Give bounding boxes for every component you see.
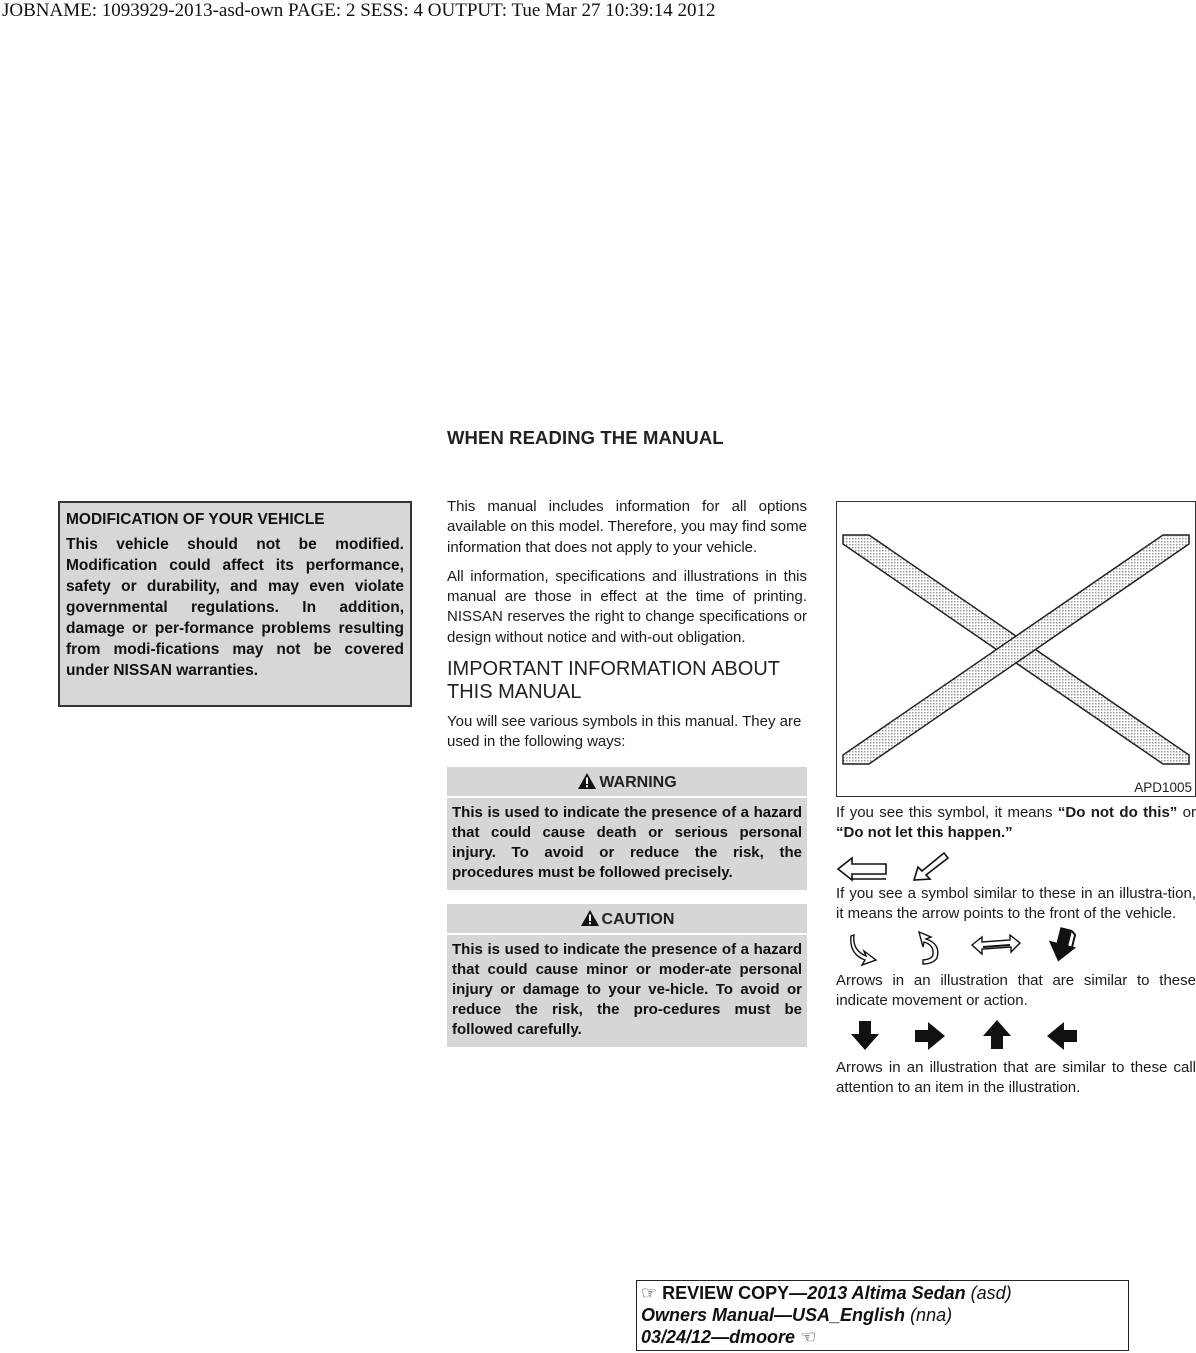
- modification-title: MODIFICATION OF YOUR VEHICLE: [66, 511, 325, 528]
- job-header: JOBNAME: 1093929-2013-asd-own PAGE: 2 SESS: 4 OUTPUT: Tue Mar 27 10:39:14 2012: [2, 0, 716, 21]
- attention-arrow-left-icon: [1046, 1021, 1078, 1051]
- warning-header: [447, 767, 807, 798]
- do-not-or: or: [1177, 804, 1196, 821]
- section-title: WHEN READING THE MANUAL: [447, 427, 724, 448]
- curved-arrow-down-icon: [850, 932, 880, 968]
- attention-arrow-icons: [836, 1012, 1196, 1058]
- pointing-hand-left-icon: ☜: [800, 1327, 817, 1347]
- warning-label: WARNING: [599, 773, 677, 791]
- warning-box: [447, 767, 807, 890]
- review-line-3: [641, 1326, 1124, 1348]
- caution-text: This is used to indicate the presence of a hazard that could cause minor or moder-ate personal injury or damage to your ve-hicle. To avoid or reduce the risk, the pro-cedures must be followed carefully.: [452, 940, 802, 1038]
- intro-paragraph-3: You will see various symbols in this manual. They are used in the following ways:: [447, 713, 802, 751]
- front-arrow-icons: [836, 844, 1196, 884]
- middle-column: [447, 497, 807, 1047]
- front-arrow-description: If you see a symbol similar to these in an illustra-tion, it means the arrow points to the front of the vehicle.: [836, 884, 1196, 922]
- curved-arrow-return-icon: [913, 930, 943, 966]
- attention-arrow-up-icon: [982, 1019, 1012, 1051]
- caution-triangle-icon: [580, 909, 600, 927]
- do-not-symbol-figure: [836, 501, 1196, 797]
- do-not-description: [836, 803, 1196, 844]
- warning-triangle-icon: [577, 772, 597, 790]
- warning-text: This is used to indicate the presence of a hazard that could cause death or serious personal injury. To avoid or reduce the risk, the procedures must be followed precisely.: [452, 803, 802, 881]
- figure-label: APD1005: [1134, 780, 1192, 795]
- caution-box: [447, 904, 807, 1047]
- intro-paragraph-1: This manual includes information for all options available on this model. Therefore, you may find some information that does not apply to your vehicle.: [447, 498, 807, 556]
- review-date-author: 03/24/12—dmoore: [641, 1327, 796, 1347]
- attention-arrow-description: Arrows in an illustration that are similar to these call attention to an item in the illustration.: [836, 1058, 1196, 1097]
- do-not-phrase-1: “Do not do this”: [1057, 804, 1178, 821]
- attention-arrow-down-icon: [850, 1020, 880, 1052]
- front-arrow-diagonal-icon: [911, 850, 951, 884]
- review-model-code: (asd): [965, 1283, 1012, 1303]
- review-model: 2013 Altima Sedan: [807, 1283, 966, 1303]
- do-not-phrase-2: “Do not let this happen.”: [836, 824, 1013, 842]
- review-copy-label: REVIEW COPY—: [662, 1283, 808, 1303]
- modification-box: [58, 501, 412, 707]
- double-arrow-icon: [970, 934, 1022, 956]
- right-column: [836, 803, 1196, 1098]
- prohibition-x-symbol: [837, 502, 1195, 796]
- pointing-hand-icon: ☞: [641, 1283, 658, 1303]
- review-line-1: [641, 1282, 1124, 1304]
- movement-arrow-icons: [836, 924, 1196, 971]
- movement-arrow-description: Arrows in an illustration that are similar to these indicate movement or action.: [836, 972, 1196, 1010]
- intro-paragraph-2: All information, specifications and illustrations in this manual are those in effect at the time of printing. NISSAN reserves the right to change specifications or design without notice and with-out obligation.: [447, 567, 807, 646]
- do-not-prefix: If you see this symbol, it means: [836, 804, 1058, 821]
- attention-arrow-right-icon: [914, 1021, 946, 1051]
- review-copy-box: [636, 1280, 1129, 1351]
- important-info-heading: IMPORTANT INFORMATION ABOUT THIS MANUAL: [447, 658, 780, 704]
- modification-text: This vehicle should not be modified. Modification could affect its performance, safety or durability, and may even violate governmental regulations. In addition, damage or per-formance problems resulting from modi-fications may not be covered under NISSAN warranties.: [66, 536, 404, 679]
- review-manual: Owners Manual—USA_English: [641, 1305, 906, 1325]
- review-manual-code: (nna): [905, 1305, 953, 1325]
- caution-label: CAUTION: [601, 910, 675, 928]
- caution-header: [447, 904, 807, 935]
- front-arrow-left-icon: [836, 852, 888, 886]
- review-line-2: [641, 1304, 1124, 1326]
- bold-down-arrow-icon: [1044, 926, 1080, 966]
